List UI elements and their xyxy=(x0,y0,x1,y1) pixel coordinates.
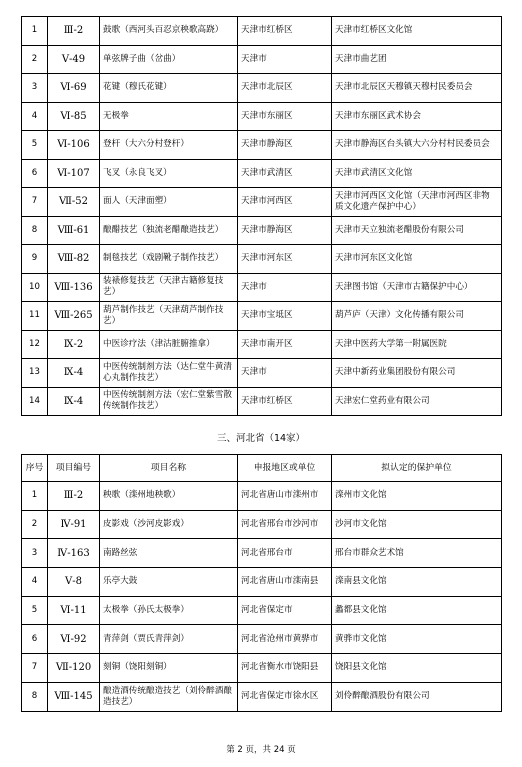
cell-code: Ⅵ-69 xyxy=(48,74,100,103)
cell-protection-unit: 饶阳县文化馆 xyxy=(332,654,502,683)
cell-region: 河北省沧州市黄骅市 xyxy=(238,625,332,654)
cell-project-name: 乐亭大鼓 xyxy=(100,568,238,597)
cell-index: 7 xyxy=(22,188,48,217)
section-title: 三、河北省（14家） xyxy=(216,433,306,444)
cell-index: 1 xyxy=(22,17,48,46)
table-row xyxy=(22,359,502,388)
table-row xyxy=(22,539,502,568)
tianjin-table-body xyxy=(22,17,502,416)
cell-protection-unit: 天津市东丽区武术协会 xyxy=(332,102,502,131)
cell-index: 12 xyxy=(22,330,48,359)
table-row xyxy=(22,596,502,625)
cell-protection-unit: 滦州市文化馆 xyxy=(332,482,502,511)
cell-region: 天津市武清区 xyxy=(238,159,332,188)
table-row xyxy=(22,510,502,539)
cell-project-name: 秧歌（滦州地秧歌） xyxy=(100,482,238,511)
cell-project-name: 装裱修复技艺（天津古籍修复技艺） xyxy=(100,273,238,302)
cell-region: 天津市河西区 xyxy=(238,188,332,217)
page-footer: 第 2 页，共 24 页 xyxy=(226,745,296,755)
cell-project-name: 葫芦制作技艺（天津葫芦制作技艺） xyxy=(100,302,238,331)
table-row xyxy=(22,625,502,654)
cell-code: Ⅶ-120 xyxy=(48,654,100,683)
cell-region: 河北省邢台市 xyxy=(238,539,332,568)
cell-code: Ⅷ-82 xyxy=(48,245,100,274)
header-code: 项目编号 xyxy=(48,455,100,482)
cell-index: 8 xyxy=(22,216,48,245)
cell-index: 3 xyxy=(22,74,48,103)
table-header-row xyxy=(22,455,502,482)
cell-project-name: 花键（穆氏花键） xyxy=(100,74,238,103)
cell-protection-unit: 天津中新药业集团股份有限公司 xyxy=(332,359,502,388)
cell-region: 天津市东丽区 xyxy=(238,102,332,131)
cell-code: Ⅲ-2 xyxy=(48,482,100,511)
cell-protection-unit: 天津宏仁堂药业有限公司 xyxy=(332,387,502,416)
cell-project-name: 中医传统制剂方法（宏仁堂紫雪散传统制作技艺） xyxy=(100,387,238,416)
cell-project-name: 青萍剑（贾氏青萍剑） xyxy=(100,625,238,654)
table-row xyxy=(22,188,502,217)
cell-region: 天津市 xyxy=(238,359,332,388)
cell-protection-unit: 邢台市群众艺术馆 xyxy=(332,539,502,568)
table-row xyxy=(22,74,502,103)
table-row xyxy=(22,682,502,711)
table-row xyxy=(22,131,502,160)
table-row xyxy=(22,330,502,359)
cell-protection-unit: 天津图书馆（天津市古籍保护中心） xyxy=(332,273,502,302)
cell-project-name: 制毯技艺（戏剧靴子制作技艺） xyxy=(100,245,238,274)
cell-code: Ⅵ-107 xyxy=(48,159,100,188)
cell-project-name: 单弦牌子曲（岔曲） xyxy=(100,45,238,74)
cell-code: Ⅷ-145 xyxy=(48,682,100,711)
cell-protection-unit: 天津市曲艺团 xyxy=(332,45,502,74)
cell-code: Ⅸ-4 xyxy=(48,359,100,388)
cell-protection-unit: 天津市天立独流老醋股份有限公司 xyxy=(332,216,502,245)
cell-code: Ⅶ-52 xyxy=(48,188,100,217)
cell-code: Ⅲ-2 xyxy=(48,17,100,46)
cell-protection-unit: 天津中医药大学第一附属医院 xyxy=(332,330,502,359)
cell-index: 6 xyxy=(22,625,48,654)
cell-project-name: 登杆（大六分村登杆） xyxy=(100,131,238,160)
cell-index: 9 xyxy=(22,245,48,274)
cell-project-name: 太极拳（孙氏太极拳） xyxy=(100,596,238,625)
header-region: 申报地区或单位 xyxy=(238,455,332,482)
header-index: 序号 xyxy=(22,455,48,482)
cell-protection-unit: 滦南县文化馆 xyxy=(332,568,502,597)
table-row xyxy=(22,482,502,511)
cell-protection-unit: 沙河市文化馆 xyxy=(332,510,502,539)
cell-project-name: 南路丝弦 xyxy=(100,539,238,568)
tianjin-table xyxy=(21,16,502,416)
cell-index: 14 xyxy=(22,387,48,416)
table-row xyxy=(22,273,502,302)
table-row xyxy=(22,245,502,274)
cell-code: Ⅵ-11 xyxy=(48,596,100,625)
cell-region: 天津市红桥区 xyxy=(238,17,332,46)
cell-index: 7 xyxy=(22,654,48,683)
table-row xyxy=(22,654,502,683)
cell-protection-unit: 天津市红桥区文化馆 xyxy=(332,17,502,46)
cell-project-name: 无极拳 xyxy=(100,102,238,131)
cell-code: Ⅳ-91 xyxy=(48,510,100,539)
cell-code: Ⅷ-61 xyxy=(48,216,100,245)
hebei-table xyxy=(21,454,502,712)
cell-code: Ⅴ-49 xyxy=(48,45,100,74)
cell-index: 5 xyxy=(22,596,48,625)
cell-protection-unit: 刘伶醉酿酒股份有限公司 xyxy=(332,682,502,711)
header-project-name: 项目名称 xyxy=(100,455,238,482)
table-row xyxy=(22,387,502,416)
cell-protection-unit: 天津市河西区文化馆（天津市河西区非物质文化遗产保护中心） xyxy=(332,188,502,217)
cell-index: 10 xyxy=(22,273,48,302)
cell-index: 13 xyxy=(22,359,48,388)
cell-project-name: 鼓歌（西河头百忍京秧歌高跷） xyxy=(100,17,238,46)
cell-region: 天津市红桥区 xyxy=(238,387,332,416)
cell-project-name: 刻铜（饶阳刻铜） xyxy=(100,654,238,683)
cell-index: 2 xyxy=(22,45,48,74)
cell-protection-unit: 葫芦庐（天津）文化传播有限公司 xyxy=(332,302,502,331)
cell-region: 河北省唐山市滦南县 xyxy=(238,568,332,597)
cell-code: Ⅳ-163 xyxy=(48,539,100,568)
cell-code: Ⅵ-106 xyxy=(48,131,100,160)
cell-project-name: 皮影戏（沙河皮影戏） xyxy=(100,510,238,539)
table-row xyxy=(22,568,502,597)
hebei-table-body xyxy=(22,482,502,712)
cell-region: 河北省邢台市沙河市 xyxy=(238,510,332,539)
cell-project-name: 中医诊疗法（津沽脏腑推拿） xyxy=(100,330,238,359)
cell-protection-unit: 天津市北辰区天穆镇天穆村民委员会 xyxy=(332,74,502,103)
cell-code: Ⅵ-92 xyxy=(48,625,100,654)
table-row xyxy=(22,159,502,188)
header-protection-unit: 拟认定的保护单位 xyxy=(332,455,502,482)
cell-index: 1 xyxy=(22,482,48,511)
cell-index: 4 xyxy=(22,568,48,597)
cell-region: 河北省保定市徐水区 xyxy=(238,682,332,711)
cell-code: Ⅸ-4 xyxy=(48,387,100,416)
cell-code: Ⅵ-85 xyxy=(48,102,100,131)
cell-index: 2 xyxy=(22,510,48,539)
cell-code: Ⅸ-2 xyxy=(48,330,100,359)
cell-region: 天津市 xyxy=(238,273,332,302)
table-row xyxy=(22,102,502,131)
table-row xyxy=(22,45,502,74)
cell-index: 6 xyxy=(22,159,48,188)
cell-index: 3 xyxy=(22,539,48,568)
cell-index: 8 xyxy=(22,682,48,711)
cell-protection-unit: 天津市河东区文化馆 xyxy=(332,245,502,274)
cell-project-name: 酿醋技艺（独流老醋酿造技艺） xyxy=(100,216,238,245)
cell-code: Ⅷ-136 xyxy=(48,273,100,302)
cell-project-name: 中医传统制剂方法（达仁堂牛黄清心丸制作技艺） xyxy=(100,359,238,388)
cell-region: 天津市北辰区 xyxy=(238,74,332,103)
table-row xyxy=(22,216,502,245)
cell-region: 河北省衡水市饶阳县 xyxy=(238,654,332,683)
table-row xyxy=(22,302,502,331)
cell-project-name: 酿造酒传统酿造技艺（刘伶醉酒酿造技艺） xyxy=(100,682,238,711)
cell-region: 天津市 xyxy=(238,45,332,74)
cell-protection-unit: 天津市武清区文化馆 xyxy=(332,159,502,188)
cell-code: Ⅴ-8 xyxy=(48,568,100,597)
cell-index: 4 xyxy=(22,102,48,131)
cell-code: Ⅷ-265 xyxy=(48,302,100,331)
cell-region: 天津市河东区 xyxy=(238,245,332,274)
cell-region: 天津市静海区 xyxy=(238,131,332,160)
cell-protection-unit: 蠡都县文化馆 xyxy=(332,596,502,625)
cell-index: 5 xyxy=(22,131,48,160)
cell-protection-unit: 天津市静海区台头镇大六分村村民委员会 xyxy=(332,131,502,160)
cell-region: 河北省保定市 xyxy=(238,596,332,625)
cell-region: 天津市南开区 xyxy=(238,330,332,359)
table-row xyxy=(22,17,502,46)
cell-index: 11 xyxy=(22,302,48,331)
cell-project-name: 飞叉（永良飞叉） xyxy=(100,159,238,188)
cell-region: 天津市宝坻区 xyxy=(238,302,332,331)
cell-project-name: 面人（天津面塑） xyxy=(100,188,238,217)
cell-region: 天津市静海区 xyxy=(238,216,332,245)
cell-region: 河北省唐山市滦州市 xyxy=(238,482,332,511)
cell-protection-unit: 黄骅市文化馆 xyxy=(332,625,502,654)
